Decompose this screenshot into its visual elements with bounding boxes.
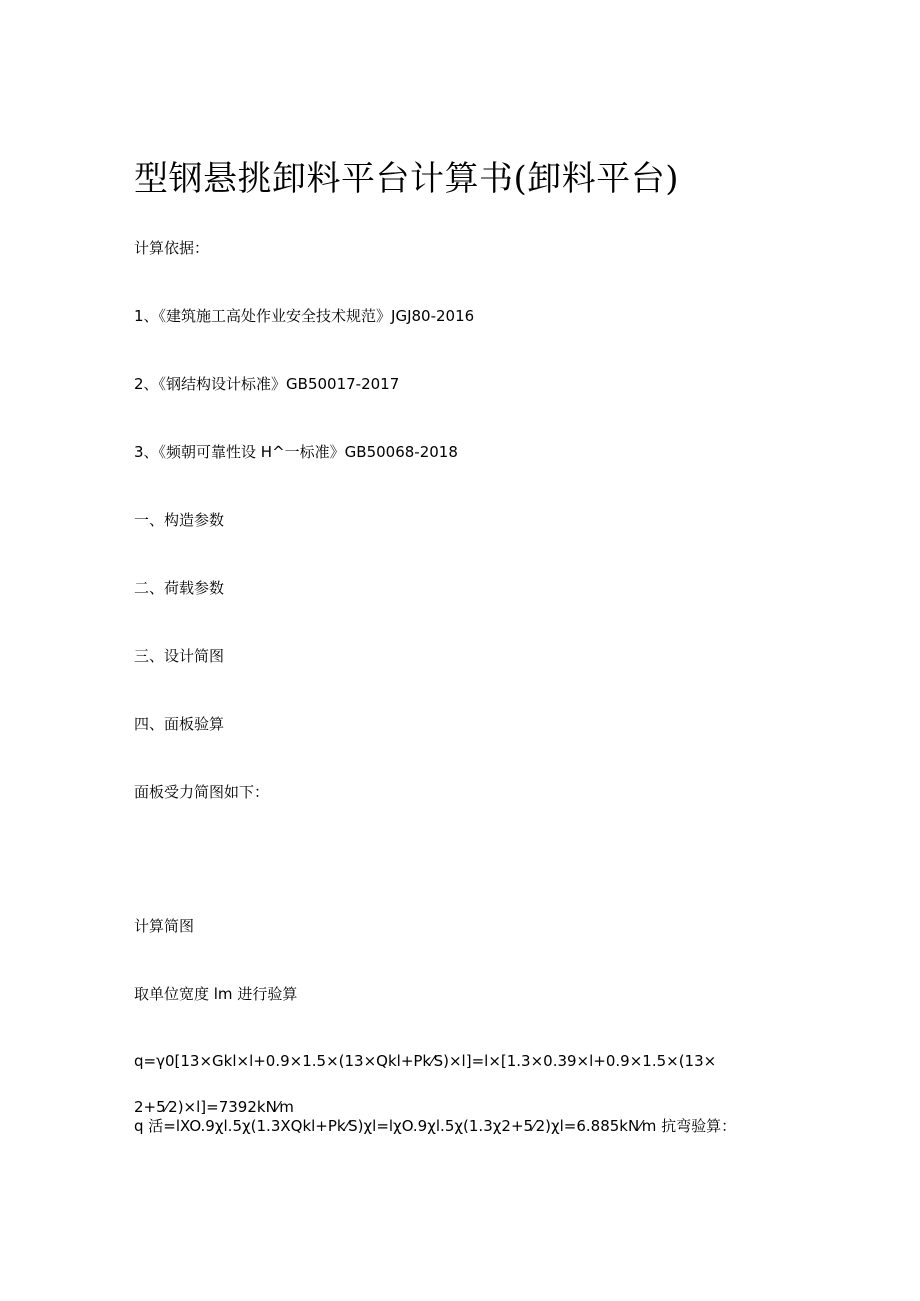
basis-heading: 计算依据： (134, 239, 210, 257)
calc-diagram-label: 计算简图 (134, 917, 195, 935)
reference-item-2: 2、《钢结构设计标准》GB50017-2017 (134, 375, 400, 393)
formula-line-2: 2+5⁄2)×l]=7392kN⁄m (134, 1098, 294, 1116)
panel-diagram-caption: 面板受力简图如下： (134, 783, 270, 801)
section-heading-construction: 一、构造参数 (134, 511, 225, 529)
formula-line-1: q=γ0[13×Gkl×l+0.9×1.5×(13×Qkl+Pk⁄S)×l]=l×[1.3×0.39×l+0.9×1.5×(13× (134, 1052, 717, 1070)
reference-item-1: 1、《建筑施工高处作业安全技术规范》JGJ80-2016 (134, 307, 475, 325)
formula-line-3: q 活=lXO.9χl.5χ(1.3XQkl+Pk⁄S)χl=lχO.9χl.5χ(1.3χ2+5⁄2)χl=6.885kN⁄m 抗弯验算： (134, 1117, 737, 1135)
reference-item-3: 3、《频朝可靠性设 H^一标准》GB50068-2018 (134, 443, 458, 461)
section-heading-panel-check: 四、面板验算 (134, 715, 225, 733)
unit-width-note: 取单位宽度 lm 进行验算 (134, 985, 298, 1003)
document-title: 型钢悬挑卸料平台计算书(卸料平台) (134, 159, 680, 199)
section-heading-load: 二、荷载参数 (134, 579, 225, 597)
section-heading-design-diagram: 三、设计简图 (134, 647, 225, 665)
